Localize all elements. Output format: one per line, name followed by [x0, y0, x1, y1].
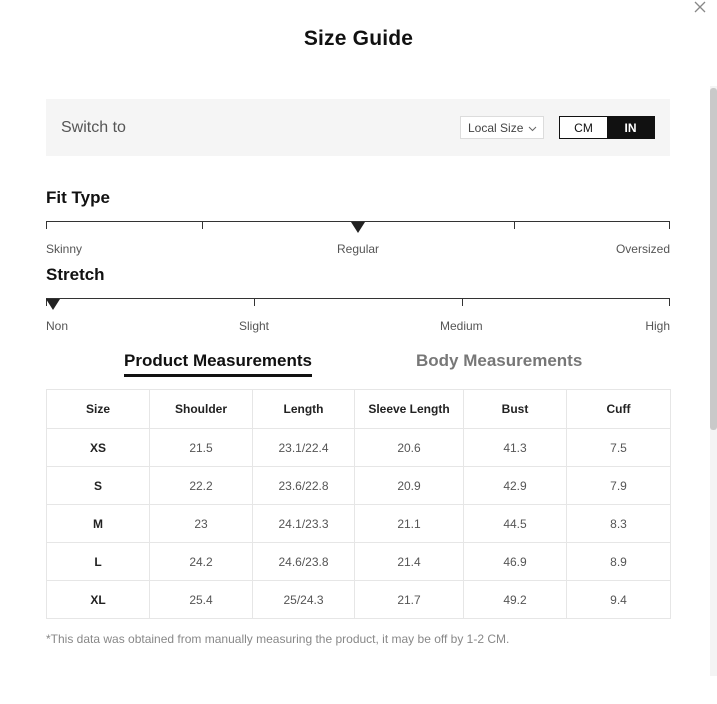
scrollbar-thumb[interactable] — [710, 88, 717, 430]
fit-label-skinny: Skinny — [46, 242, 83, 256]
unit-in-button[interactable]: IN — [607, 117, 654, 138]
stretch-label-slight: Slight — [239, 319, 270, 333]
tab-body-measurements[interactable]: Body Measurements — [416, 351, 583, 370]
size-cell: S — [47, 467, 150, 505]
table-cell: 44.5 — [464, 505, 567, 543]
local-size-label: Local Size — [468, 120, 524, 135]
header-length: Length — [253, 390, 355, 429]
table-cell: 23.1/22.4 — [253, 429, 355, 467]
table-cell: 9.4 — [567, 581, 671, 619]
unit-cm-button[interactable]: CM — [560, 117, 607, 138]
modal-title: Size Guide — [303, 27, 414, 50]
table-cell: 21.4 — [355, 543, 464, 581]
fit-type-scale — [46, 221, 670, 231]
table-cell: 20.9 — [355, 467, 464, 505]
stretch-label-high: High — [645, 319, 670, 333]
fit-type-title: Fit Type — [46, 188, 110, 207]
table-row — [47, 429, 671, 467]
table-cell: 7.5 — [567, 429, 671, 467]
stretch-label-medium: Medium — [440, 319, 483, 333]
stretch-title: Stretch — [46, 265, 105, 284]
table-header-row — [47, 390, 671, 429]
chevron-down-icon — [528, 121, 537, 135]
switch-label: Switch to — [61, 119, 126, 136]
table-cell: 49.2 — [464, 581, 567, 619]
header-shoulder: Shoulder — [150, 390, 253, 429]
close-icon — [693, 0, 707, 14]
size-cell: L — [47, 543, 150, 581]
stretch-scale — [46, 298, 670, 308]
table-cell: 23 — [150, 505, 253, 543]
table-cell: 46.9 — [464, 543, 567, 581]
table-cell: 24.2 — [150, 543, 253, 581]
measurement-footnote: *This data was obtained from manually measuring the product, it may be off by 1-2 CM. — [46, 632, 510, 646]
table-row — [47, 467, 671, 505]
table-row — [47, 505, 671, 543]
stretch-marker — [46, 299, 60, 310]
table-cell: 20.6 — [355, 429, 464, 467]
table-cell: 8.3 — [567, 505, 671, 543]
table-cell: 25.4 — [150, 581, 253, 619]
header-cuff: Cuff — [567, 390, 671, 429]
table-row — [47, 543, 671, 581]
tab-product-measurements[interactable]: Product Measurements — [124, 351, 312, 377]
table-cell: 24.6/23.8 — [253, 543, 355, 581]
table-cell: 21.7 — [355, 581, 464, 619]
stretch-label-non: Non — [46, 319, 69, 333]
local-size-dropdown[interactable] — [460, 116, 544, 139]
table-cell: 41.3 — [464, 429, 567, 467]
size-cell: XS — [47, 429, 150, 467]
table-cell: 24.1/23.3 — [253, 505, 355, 543]
table-row — [47, 581, 671, 619]
fit-type-marker — [351, 222, 365, 233]
fit-label-regular: Regular — [337, 242, 380, 256]
close-button[interactable] — [693, 0, 709, 16]
size-cell: XL — [47, 581, 150, 619]
table-cell: 8.9 — [567, 543, 671, 581]
table-cell: 42.9 — [464, 467, 567, 505]
size-cell: M — [47, 505, 150, 543]
fit-label-oversized: Oversized — [615, 242, 670, 256]
table-cell: 23.6/22.8 — [253, 467, 355, 505]
table-cell: 25/24.3 — [253, 581, 355, 619]
header-bust: Bust — [464, 390, 567, 429]
unit-switch-bar — [46, 99, 670, 156]
header-sleeve-length: Sleeve Length — [355, 390, 464, 429]
unit-toggle — [559, 116, 655, 139]
table-cell: 21.1 — [355, 505, 464, 543]
table-cell: 22.2 — [150, 467, 253, 505]
header-size: Size — [47, 390, 150, 429]
table-cell: 21.5 — [150, 429, 253, 467]
table-cell: 7.9 — [567, 467, 671, 505]
measurements-table — [46, 389, 671, 619]
